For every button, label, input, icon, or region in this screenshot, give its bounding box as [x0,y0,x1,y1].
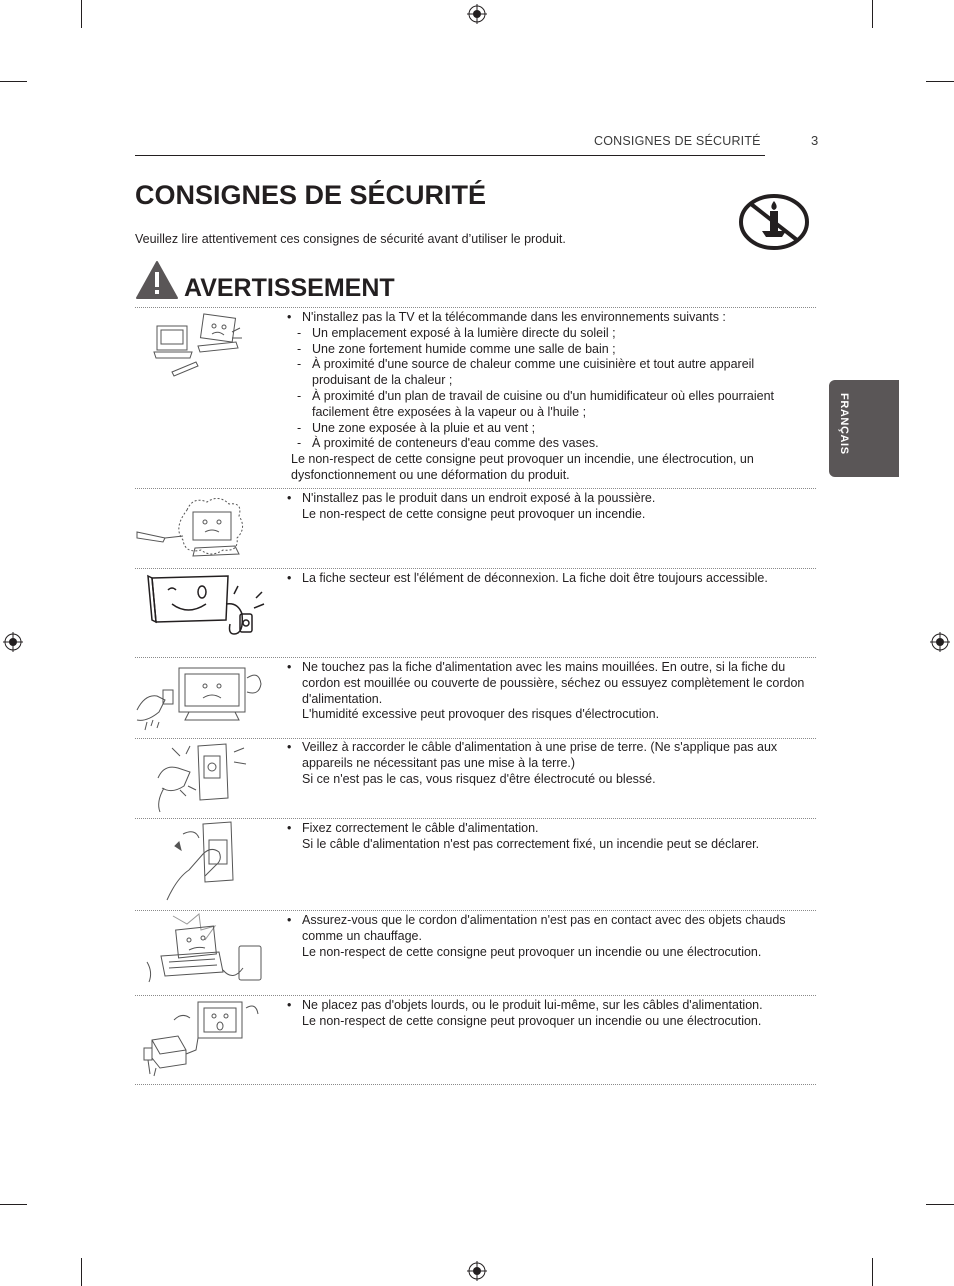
warning-sub-item: - À proximité de conteneurs d'eau comme des vases. [287,436,807,452]
warning-sub-item: - Un emplacement exposé à la lumière directe du soleil ; [287,326,807,342]
warning-sub-item: - Une zone exposée à la pluie et au vent ; [287,421,807,437]
tv-environment-illustration [152,312,244,384]
warning-sub-item: - À proximité d'un plan de travail de cuisine ou d'un humidificateur où elles pourraient facilement être exposées à la vapeur ou à l'huile ; [287,389,807,421]
warning-item [287,660,807,723]
warning-consequence: Le non-respect de cette consigne peut provoquer un incendie, une électrocution, un dysfonctionnement ou une déformation du produit. [291,452,754,482]
language-tab-label: FRANÇAIS [838,393,850,455]
warning-item [287,491,807,523]
warning-bullet: • N'installez pas la TV et la télécommande dans les environnements suivants : [287,310,807,326]
crop-mark [926,81,954,82]
no-candle-icon [738,193,810,251]
warning-item [287,571,807,587]
registration-mark-icon [467,1261,487,1281]
header-rule [135,155,765,156]
crop-mark [81,0,82,28]
warning-consequence: Si ce n'est pas le cas, vous risquez d'être électrocuté ou blessé. [302,771,656,786]
warning-bullet: • Veillez à raccorder le câble d'alimentation à une prise de terre. (Ne s'applique pas aux appareils ne nécessitant pas une mise à la terre.) [287,740,807,772]
row-divider [135,995,816,996]
intro-text: Veuillez lire attentivement ces consignes de sécurité avant d’utiliser le produit. [135,232,566,246]
page-number: 3 [811,133,819,148]
warning-bullet: • Ne touchez pas la fiche d'alimentation avec les mains mouillées. En outre, si la fiche du cordon est mouillée ou couverte de poussière, séchez ou essuyez complètement le cordon d'alimentation. [287,660,807,707]
warning-bullet: • La fiche secteur est l'élément de déconnexion. La fiche doit être toujours accessible. [287,571,807,587]
crop-mark [0,81,27,82]
warning-item [287,998,807,1030]
accessible-plug-illustration [138,574,266,644]
crop-mark [926,1204,954,1205]
warning-bullet: • Ne placez pas d'objets lourds, ou le produit lui-même, sur les câbles d'alimentation. [287,998,807,1014]
running-header: CONSIGNES DE SÉCURITÉ [594,134,761,148]
warning-sub-item: - À proximité d'une source de chaleur comme une cuisinière et tout autre appareil produisant de la chaleur ; [287,357,807,389]
row-divider [135,307,816,308]
warning-sub-item: - Une zone fortement humide comme une salle de bain ; [287,342,807,358]
row-divider [135,1084,816,1085]
dusty-tv-illustration [135,494,260,564]
warning-item [287,913,807,960]
hot-object-illustration [143,912,268,992]
warning-bullet: • Assurez-vous que le cordon d'alimentation n'est pas en contact avec des objets chauds comme un chauffage. [287,913,807,945]
warning-consequence: Le non-respect de cette consigne peut provoquer un incendie ou une électrocution. [302,1013,762,1028]
warning-item [287,740,807,787]
registration-mark-icon [467,4,487,24]
row-divider [135,910,816,911]
row-divider [135,657,816,658]
wet-hands-illustration [135,660,265,734]
warning-item [287,821,807,853]
registration-mark-icon [930,632,950,652]
crop-mark [872,0,873,28]
warning-consequence: Si le câble d'alimentation n'est pas correctement fixé, un incendie peut se déclarer. [302,836,760,851]
warning-item [287,310,807,484]
warning-consequence: L'humidité excessive peut provoquer des risques d'électrocution. [302,707,660,722]
heavy-object-illustration [138,998,260,1078]
warning-triangle-icon [135,260,179,300]
crop-mark [0,1204,27,1205]
page-title: CONSIGNES DE SÉCURITÉ [135,180,487,210]
secure-cable-illustration [165,820,245,902]
row-divider [135,488,816,489]
warning-heading: AVERTISSEMENT [184,274,395,302]
crop-mark [81,1258,82,1286]
registration-mark-icon [3,632,23,652]
warning-bullet: • N'installez pas le produit dans un endroit exposé à la poussière. [287,491,807,507]
warning-consequence: Le non-respect de cette consigne peut provoquer un incendie. [302,506,646,521]
grounded-outlet-illustration [150,742,250,814]
crop-mark [872,1258,873,1286]
row-divider [135,568,816,569]
warning-bullet: • Fixez correctement le câble d'alimentation. [287,821,807,837]
row-divider [135,738,816,739]
warning-consequence: Le non-respect de cette consigne peut provoquer un incendie ou une électrocution. [302,944,762,959]
row-divider [135,818,816,819]
